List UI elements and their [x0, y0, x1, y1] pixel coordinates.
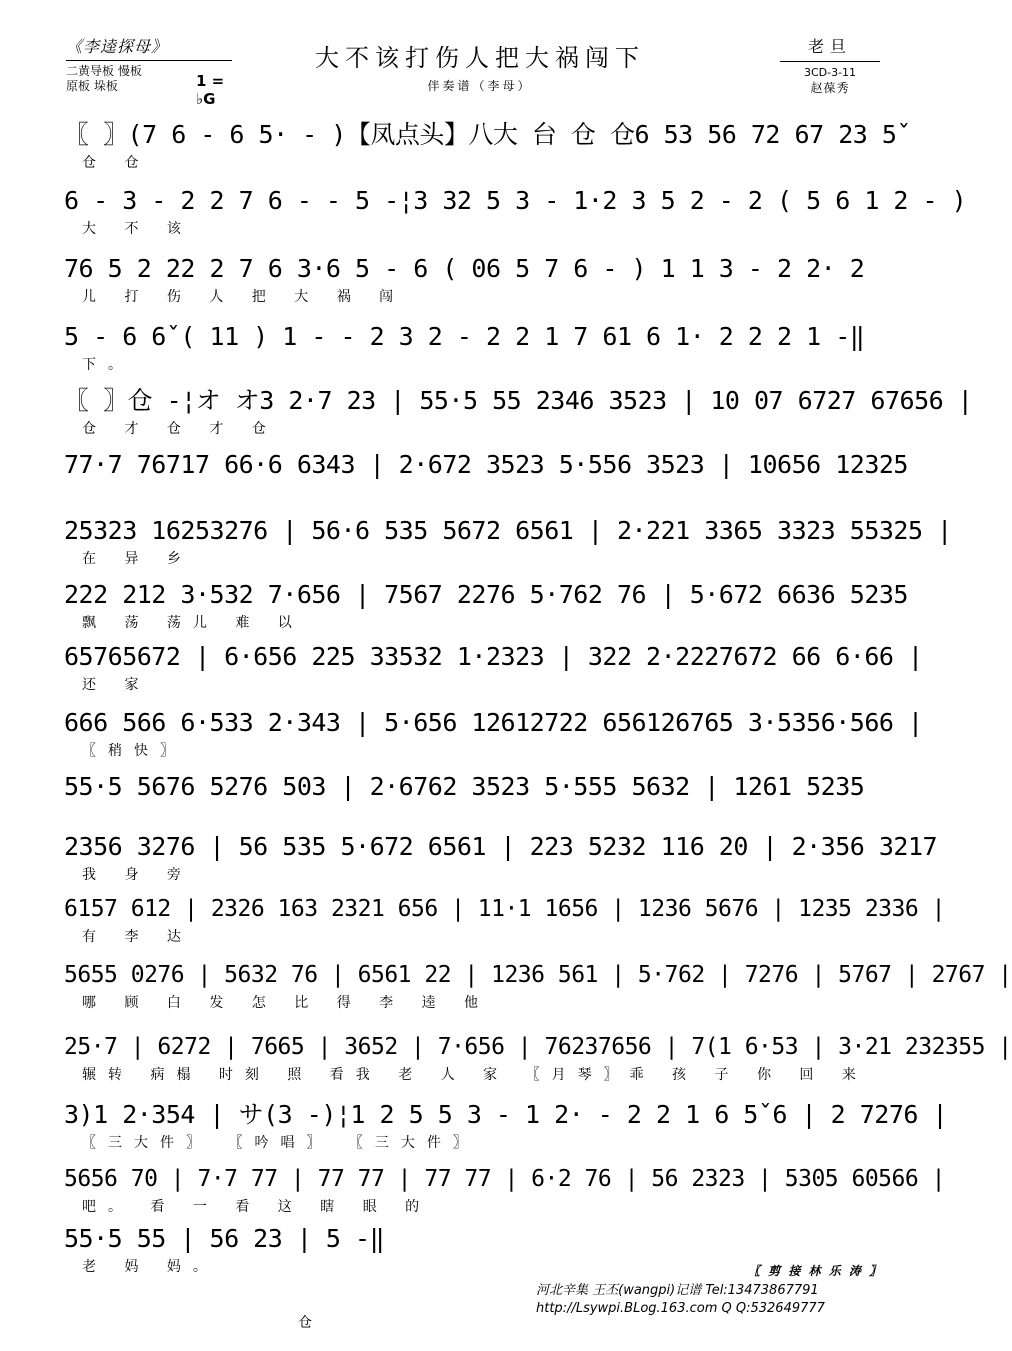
- singer-name: 赵葆秀: [810, 81, 850, 95]
- arranger-credit: 〖 剪 接 林 乐 涛 〗: [748, 1264, 884, 1278]
- notation-line: 25323 16253276 | 56·6 535 5672 6561 | 2·221 3365 3323 55325 |: [64, 516, 952, 545]
- notation-line: 6157 612 | 2326 163 2321 656 | 11·1 1656 | 1236 5676 | 1235 2336 |: [64, 896, 945, 922]
- banqiang-line-1: 二黄导板 慢板: [66, 64, 142, 78]
- score-system: [64, 448, 908, 514]
- song-subtitle: 伴奏谱（李母）: [427, 79, 533, 93]
- song-title: 大不该打伤人把大祸闯下: [315, 44, 645, 72]
- notation-line: 666 566 6·533 2·343 | 5·656 12612722 656126765 3·5356·566 |: [64, 708, 923, 737]
- score-system: [64, 384, 973, 448]
- notation-line: 6 - 3 - 2 2 7 6 - - 5 -¦3 32 5 3 - 1·2 3 5 2 - 2 ( 5 6 1 2 - ): [64, 186, 967, 215]
- header-left: [66, 34, 246, 108]
- footer-line-2: http://Lsywpi.BLog.163.com Q Q:532649777: [536, 1301, 825, 1316]
- score-system: [64, 184, 967, 252]
- lyrics-line: 老 妈 妈。: [82, 1259, 219, 1275]
- lyrics-line: 有 李 达: [82, 929, 193, 945]
- end-lyric: 仓: [298, 1315, 312, 1331]
- lyrics-line: 辗转 病榻 时刻 照 看我 老 人 家 〖月琴〗乖 孩 子 你 回 来: [82, 1067, 868, 1083]
- score-body: [64, 118, 1012, 1282]
- lyrics-line: 大 不 该: [82, 221, 193, 237]
- header-center: [230, 38, 730, 94]
- score-system: [64, 320, 904, 384]
- score-system: [64, 118, 911, 184]
- header-rule: [66, 60, 232, 61]
- lyrics-line: 哪 顾 白 发 怎 比 得 李 逵 他: [82, 995, 491, 1011]
- notation-line: 5 - 6 6ˇ( 11 ) 1 - - 2 3 2 - 2 2 1 7 61 6 1· 2 2 2 1 -‖: [64, 322, 865, 351]
- opera-title: 《李逵探母》: [66, 37, 169, 56]
- lyrics-line: 仓 仓: [82, 155, 151, 171]
- header-rule-right: [780, 61, 880, 62]
- notation-line: 222 212 3·532 7·656 | 7567 2276 5·762 76 | 5·672 6636 5235: [64, 580, 908, 609]
- lyrics-line: 还 家: [82, 677, 151, 693]
- score-system: [64, 770, 904, 830]
- header-right: [780, 34, 880, 96]
- score-system: [64, 640, 923, 706]
- lyrics-line: 我 身 旁: [82, 867, 193, 883]
- catalog-code: 3CD-3-11: [803, 66, 857, 79]
- notation-line: 5655 0276 | 5632 76 | 6561 22 | 1236 561 | 5·762 | 7276 | 5767 | 2767 |: [64, 962, 1012, 988]
- lyrics-line: [64, 804, 904, 826]
- notation-line: 25·7 | 6272 | 7665 | 3652 | 7·656 | 76237656 | 7(1 6·53 | 3·21 232355 |: [64, 1034, 1012, 1060]
- notation-line: 3)1 2·354 | サ(3 -)¦1 2 5 5 3 - 1 2· - 2 2 1 6 5ˇ6 | 2 7276 |: [64, 1100, 948, 1129]
- score-system: [64, 514, 952, 578]
- footer-info: [536, 1282, 916, 1318]
- role-type: 老旦: [807, 37, 852, 56]
- notation-line: 2356 3276 | 56 535 5·672 6561 | 223 5232 116 20 | 2·356 3217: [64, 832, 938, 861]
- notation-line: 76 5 2 22 2 7 6 3·6 5 - 6 ( 06 5 7 6 - ) 1 1 3 - 2 2· 2: [64, 254, 865, 283]
- score-system: [64, 578, 908, 640]
- notation-line: 5656 70 | 7·7 77 | 77 77 | 77 77 | 6·2 76 | 56 2323 | 5305 60566 |: [64, 1166, 945, 1192]
- lyrics-line: 仓 才 仓 才 仓: [82, 421, 278, 437]
- notation-line: 65765672 | 6·656 225 33532 1·2323 | 322 2·2227672 66 6·66 |: [64, 642, 923, 671]
- score-system: [64, 1030, 1012, 1098]
- notation-line: 55·5 5676 5276 503 | 2·6762 3523 5·555 5632 | 1261 5235: [64, 772, 865, 801]
- lyrics-line: 〖稍快〗: [82, 743, 186, 759]
- score-system: [64, 252, 904, 320]
- lyrics-line: 吧。 看 一 看 这 瞎 眼 的: [82, 1199, 432, 1215]
- notation-line: 55·5 55 | 56 23 | 5 -‖: [64, 1224, 385, 1253]
- lyrics-line: 儿 打 伤 人 把 大 祸 闯: [82, 289, 406, 305]
- score-system: [64, 830, 938, 892]
- footer-line-1: 河北辛集 王丕(wangpi)记谱 Tel:13473867791: [536, 1283, 819, 1298]
- lyrics-line: 在 异 乡: [82, 551, 193, 567]
- notation-line: 77·7 76717 66·6 6343 | 2·672 3523 5·556 3523 | 10656 12325: [64, 450, 908, 479]
- score-system: [64, 892, 945, 958]
- score-system: [64, 1162, 945, 1222]
- lyrics-line: 飘 荡 荡儿 难 以: [82, 615, 304, 631]
- score-system: [64, 958, 1012, 1030]
- banqiang-line-2: 原板 垛板: [66, 79, 118, 93]
- score-system: [64, 1098, 948, 1162]
- score-system: [64, 706, 923, 770]
- notation-line: 〖 〗(7 6 - 6 5· - )【凤点头】八大 台 仓 仓6 53 56 72 67 23 5ˇ: [64, 120, 911, 149]
- lyrics-line: 〖三大件〗 〖吟唱〗 〖三大件〗: [82, 1135, 479, 1151]
- lyrics-line: 下。: [82, 357, 134, 373]
- key-signature: 1 = ♭G: [196, 72, 225, 108]
- lyrics-line: [64, 482, 904, 504]
- notation-line: 〖 〗仓 -¦オ オ3 2·7 23 | 55·5 55 2346 3523 | 10 07 6727 67656 |: [64, 386, 973, 415]
